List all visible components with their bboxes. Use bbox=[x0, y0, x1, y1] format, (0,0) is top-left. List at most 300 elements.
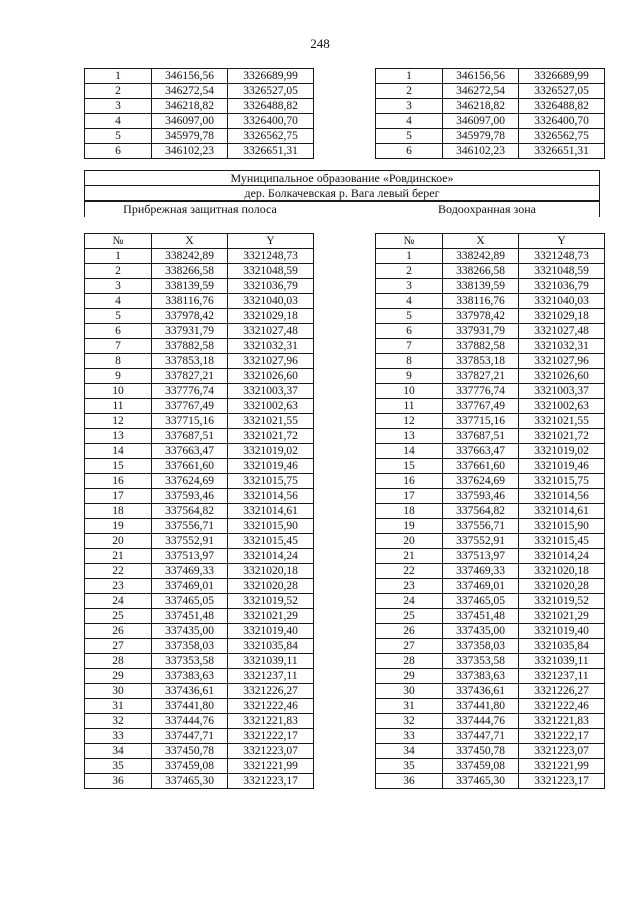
y-coordinate-cell: 3321221,99 bbox=[519, 759, 605, 774]
table-row bbox=[85, 609, 314, 624]
table-row bbox=[376, 99, 605, 114]
point-number-cell: 13 bbox=[376, 429, 443, 444]
table-row bbox=[376, 399, 605, 414]
point-number-cell: 3 bbox=[376, 279, 443, 294]
point-number-cell: 7 bbox=[376, 339, 443, 354]
x-coordinate-cell: 337767,49 bbox=[152, 399, 228, 414]
table-row bbox=[376, 144, 605, 159]
x-coordinate-cell: 338139,59 bbox=[443, 279, 519, 294]
x-coordinate-cell: 337882,58 bbox=[443, 339, 519, 354]
y-coordinate-cell: 3321221,99 bbox=[228, 759, 314, 774]
x-coordinate-cell: 337469,01 bbox=[152, 579, 228, 594]
point-number-cell: 16 bbox=[85, 474, 152, 489]
point-number-cell: 33 bbox=[85, 729, 152, 744]
y-coordinate-cell: 3321039,11 bbox=[519, 654, 605, 669]
x-coordinate-cell: 337447,71 bbox=[152, 729, 228, 744]
river-section-heading: дер. Болкачевская р. Вага левый берег bbox=[84, 185, 600, 201]
x-coordinate-cell: 337383,63 bbox=[443, 669, 519, 684]
x-coordinate-cell: 345979,78 bbox=[152, 129, 228, 144]
table-row bbox=[376, 279, 605, 294]
point-number-cell: 25 bbox=[85, 609, 152, 624]
x-coordinate-cell: 345979,78 bbox=[443, 129, 519, 144]
point-number-cell: 3 bbox=[376, 99, 443, 114]
y-coordinate-cell: 3321020,28 bbox=[228, 579, 314, 594]
y-coordinate-cell: 3321221,83 bbox=[228, 714, 314, 729]
x-coordinate-cell: 337552,91 bbox=[152, 534, 228, 549]
x-coordinate-cell: 346156,56 bbox=[443, 69, 519, 84]
point-number-cell: 11 bbox=[85, 399, 152, 414]
table-row bbox=[376, 594, 605, 609]
number-column-header: № bbox=[376, 234, 443, 249]
point-number-cell: 1 bbox=[376, 249, 443, 264]
x-coordinate-cell: 338139,59 bbox=[152, 279, 228, 294]
x-coordinate-cell: 337469,33 bbox=[443, 564, 519, 579]
y-coordinate-cell: 3321226,27 bbox=[228, 684, 314, 699]
table-row bbox=[85, 744, 314, 759]
x-coordinate-cell: 337441,80 bbox=[152, 699, 228, 714]
y-coordinate-cell: 3321019,52 bbox=[228, 594, 314, 609]
point-number-cell: 12 bbox=[85, 414, 152, 429]
table-row bbox=[376, 549, 605, 564]
x-coordinate-cell: 337459,08 bbox=[443, 759, 519, 774]
y-coordinate-cell: 3321029,18 bbox=[519, 309, 605, 324]
y-coordinate-cell: 3321021,55 bbox=[228, 414, 314, 429]
x-coordinate-cell: 338242,89 bbox=[152, 249, 228, 264]
point-number-cell: 24 bbox=[85, 594, 152, 609]
y-coordinate-cell: 3321002,63 bbox=[228, 399, 314, 414]
x-coordinate-cell: 337465,30 bbox=[443, 774, 519, 789]
y-coordinate-cell: 3321223,07 bbox=[228, 744, 314, 759]
y-coordinate-cell: 3326651,31 bbox=[519, 144, 605, 159]
point-number-cell: 36 bbox=[85, 774, 152, 789]
table-row bbox=[85, 624, 314, 639]
x-coordinate-cell: 337459,08 bbox=[152, 759, 228, 774]
y-coordinate-cell: 3321222,46 bbox=[519, 699, 605, 714]
y-coordinate-cell: 3326689,99 bbox=[519, 69, 605, 84]
table-row bbox=[85, 129, 314, 144]
point-number-cell: 33 bbox=[376, 729, 443, 744]
point-number-cell: 27 bbox=[376, 639, 443, 654]
y-coordinate-cell: 3321223,07 bbox=[519, 744, 605, 759]
y-coordinate-cell: 3321002,63 bbox=[519, 399, 605, 414]
point-number-cell: 16 bbox=[376, 474, 443, 489]
x-coordinate-cell: 337451,48 bbox=[152, 609, 228, 624]
y-coordinate-cell: 3321014,61 bbox=[519, 504, 605, 519]
x-coordinate-cell: 337441,80 bbox=[443, 699, 519, 714]
x-coordinate-cell: 337465,05 bbox=[152, 594, 228, 609]
table-row bbox=[376, 534, 605, 549]
table-row bbox=[85, 384, 314, 399]
point-number-cell: 11 bbox=[376, 399, 443, 414]
y-coordinate-cell: 3321014,61 bbox=[228, 504, 314, 519]
x-coordinate-cell: 337383,63 bbox=[152, 669, 228, 684]
coastal-protection-strip-table bbox=[84, 233, 314, 789]
table-row bbox=[376, 774, 605, 789]
point-number-cell: 36 bbox=[376, 774, 443, 789]
point-number-cell: 35 bbox=[85, 759, 152, 774]
x-coordinate-cell: 346156,56 bbox=[152, 69, 228, 84]
number-column-header: № bbox=[85, 234, 152, 249]
y-coordinate-cell: 3321040,03 bbox=[519, 294, 605, 309]
y-coordinate-cell: 3321021,72 bbox=[519, 429, 605, 444]
x-coordinate-cell: 346272,54 bbox=[443, 84, 519, 99]
x-coordinate-cell: 337353,58 bbox=[152, 654, 228, 669]
point-number-cell: 30 bbox=[376, 684, 443, 699]
table-row bbox=[376, 714, 605, 729]
table-row bbox=[376, 729, 605, 744]
table-row bbox=[376, 579, 605, 594]
x-coordinate-cell: 337882,58 bbox=[152, 339, 228, 354]
y-coordinate-cell: 3321048,59 bbox=[519, 264, 605, 279]
y-coordinate-cell: 3326562,75 bbox=[228, 129, 314, 144]
point-number-cell: 10 bbox=[85, 384, 152, 399]
x-coordinate-cell: 337465,30 bbox=[152, 774, 228, 789]
point-number-cell: 5 bbox=[376, 309, 443, 324]
x-coordinate-cell: 337687,51 bbox=[152, 429, 228, 444]
x-coordinate-cell: 337564,82 bbox=[152, 504, 228, 519]
y-column-header: Y bbox=[519, 234, 605, 249]
x-coordinate-cell: 337827,21 bbox=[443, 369, 519, 384]
table-row bbox=[376, 384, 605, 399]
table-row bbox=[85, 399, 314, 414]
y-coordinate-cell: 3321015,75 bbox=[519, 474, 605, 489]
point-number-cell: 32 bbox=[85, 714, 152, 729]
table-row bbox=[85, 699, 314, 714]
table-row bbox=[85, 279, 314, 294]
point-number-cell: 18 bbox=[85, 504, 152, 519]
point-number-cell: 1 bbox=[376, 69, 443, 84]
table-row bbox=[376, 324, 605, 339]
x-coordinate-cell: 346218,82 bbox=[443, 99, 519, 114]
x-coordinate-cell: 346097,00 bbox=[443, 114, 519, 129]
point-number-cell: 1 bbox=[85, 249, 152, 264]
y-coordinate-cell: 3321015,45 bbox=[519, 534, 605, 549]
zone-title-gap bbox=[315, 201, 375, 217]
y-coordinate-cell: 3321015,90 bbox=[519, 519, 605, 534]
x-coordinate-cell: 337663,47 bbox=[443, 444, 519, 459]
table-row bbox=[376, 444, 605, 459]
y-coordinate-cell: 3326400,70 bbox=[519, 114, 605, 129]
point-number-cell: 6 bbox=[376, 324, 443, 339]
top-left-coordinates-table bbox=[84, 68, 314, 159]
point-number-cell: 14 bbox=[85, 444, 152, 459]
point-number-cell: 14 bbox=[376, 444, 443, 459]
point-number-cell: 29 bbox=[85, 669, 152, 684]
y-coordinate-cell: 3321248,73 bbox=[519, 249, 605, 264]
table-row bbox=[85, 564, 314, 579]
y-coordinate-cell: 3321019,02 bbox=[519, 444, 605, 459]
table-row bbox=[376, 669, 605, 684]
point-number-cell: 19 bbox=[85, 519, 152, 534]
x-coordinate-cell: 337593,46 bbox=[152, 489, 228, 504]
table-row bbox=[85, 504, 314, 519]
y-coordinate-cell: 3321222,17 bbox=[228, 729, 314, 744]
table-row bbox=[85, 474, 314, 489]
table-row bbox=[85, 114, 314, 129]
point-number-cell: 34 bbox=[376, 744, 443, 759]
y-coordinate-cell: 3321032,31 bbox=[228, 339, 314, 354]
water-protection-zone-title: Водоохранная зона bbox=[375, 201, 600, 217]
table-row bbox=[376, 129, 605, 144]
point-number-cell: 1 bbox=[85, 69, 152, 84]
x-coordinate-cell: 337444,76 bbox=[443, 714, 519, 729]
y-coordinate-cell: 3321021,29 bbox=[228, 609, 314, 624]
x-coordinate-cell: 337661,60 bbox=[152, 459, 228, 474]
y-coordinate-cell: 3326689,99 bbox=[228, 69, 314, 84]
point-number-cell: 5 bbox=[85, 129, 152, 144]
table-row bbox=[376, 369, 605, 384]
point-number-cell: 23 bbox=[85, 579, 152, 594]
x-coordinate-cell: 337450,78 bbox=[152, 744, 228, 759]
y-coordinate-cell: 3321003,37 bbox=[519, 384, 605, 399]
table-row bbox=[376, 519, 605, 534]
y-coordinate-cell: 3321026,60 bbox=[228, 369, 314, 384]
x-coordinate-cell: 337513,97 bbox=[152, 549, 228, 564]
y-coordinate-cell: 3326527,05 bbox=[519, 84, 605, 99]
table-row bbox=[85, 144, 314, 159]
point-number-cell: 34 bbox=[85, 744, 152, 759]
table-row bbox=[85, 84, 314, 99]
x-coordinate-cell: 337661,60 bbox=[443, 459, 519, 474]
point-number-cell: 6 bbox=[85, 324, 152, 339]
point-number-cell: 32 bbox=[376, 714, 443, 729]
point-number-cell: 22 bbox=[85, 564, 152, 579]
point-number-cell: 8 bbox=[376, 354, 443, 369]
x-coordinate-cell: 337978,42 bbox=[443, 309, 519, 324]
table-row bbox=[85, 729, 314, 744]
x-coordinate-cell: 346102,23 bbox=[152, 144, 228, 159]
point-number-cell: 24 bbox=[376, 594, 443, 609]
table-row bbox=[85, 639, 314, 654]
x-coordinate-cell: 346218,82 bbox=[152, 99, 228, 114]
municipality-heading: Муниципальное образование «Ровдинское» bbox=[84, 170, 600, 186]
y-coordinate-cell: 3326527,05 bbox=[228, 84, 314, 99]
point-number-cell: 28 bbox=[85, 654, 152, 669]
table-row bbox=[85, 774, 314, 789]
y-coordinate-cell: 3321019,46 bbox=[228, 459, 314, 474]
point-number-cell: 15 bbox=[376, 459, 443, 474]
y-coordinate-cell: 3321027,48 bbox=[228, 324, 314, 339]
x-coordinate-cell: 337444,76 bbox=[152, 714, 228, 729]
y-coordinate-cell: 3321014,24 bbox=[228, 549, 314, 564]
x-coordinate-cell: 337447,71 bbox=[443, 729, 519, 744]
x-coordinate-cell: 337564,82 bbox=[443, 504, 519, 519]
table-row bbox=[85, 714, 314, 729]
y-coordinate-cell: 3321222,17 bbox=[519, 729, 605, 744]
x-column-header: X bbox=[152, 234, 228, 249]
y-coordinate-cell: 3321019,46 bbox=[519, 459, 605, 474]
x-coordinate-cell: 337469,01 bbox=[443, 579, 519, 594]
point-number-cell: 23 bbox=[376, 579, 443, 594]
point-number-cell: 13 bbox=[85, 429, 152, 444]
point-number-cell: 17 bbox=[376, 489, 443, 504]
x-coordinate-cell: 337513,97 bbox=[443, 549, 519, 564]
point-number-cell: 10 bbox=[376, 384, 443, 399]
point-number-cell: 28 bbox=[376, 654, 443, 669]
point-number-cell: 6 bbox=[376, 144, 443, 159]
table-row bbox=[85, 264, 314, 279]
x-coordinate-cell: 337827,21 bbox=[152, 369, 228, 384]
table-row bbox=[376, 654, 605, 669]
x-coordinate-cell: 337436,61 bbox=[443, 684, 519, 699]
y-coordinate-cell: 3321036,79 bbox=[228, 279, 314, 294]
y-coordinate-cell: 3326488,82 bbox=[228, 99, 314, 114]
y-column-header: Y bbox=[228, 234, 314, 249]
x-coordinate-cell: 337715,16 bbox=[443, 414, 519, 429]
point-number-cell: 20 bbox=[85, 534, 152, 549]
point-number-cell: 19 bbox=[376, 519, 443, 534]
y-coordinate-cell: 3321015,45 bbox=[228, 534, 314, 549]
y-coordinate-cell: 3321036,79 bbox=[519, 279, 605, 294]
y-coordinate-cell: 3321248,73 bbox=[228, 249, 314, 264]
x-coordinate-cell: 337767,49 bbox=[443, 399, 519, 414]
point-number-cell: 4 bbox=[376, 294, 443, 309]
y-coordinate-cell: 3321029,18 bbox=[228, 309, 314, 324]
table-row bbox=[85, 759, 314, 774]
table-row bbox=[376, 429, 605, 444]
point-number-cell: 21 bbox=[376, 549, 443, 564]
y-coordinate-cell: 3326562,75 bbox=[519, 129, 605, 144]
y-coordinate-cell: 3321032,31 bbox=[519, 339, 605, 354]
x-coordinate-cell: 338266,58 bbox=[443, 264, 519, 279]
table-row bbox=[376, 84, 605, 99]
y-coordinate-cell: 3321019,40 bbox=[228, 624, 314, 639]
table-header-row bbox=[376, 234, 605, 249]
y-coordinate-cell: 3321223,17 bbox=[228, 774, 314, 789]
x-coordinate-cell: 337593,46 bbox=[443, 489, 519, 504]
y-coordinate-cell: 3321015,90 bbox=[228, 519, 314, 534]
y-coordinate-cell: 3321019,02 bbox=[228, 444, 314, 459]
water-protection-zone-table bbox=[375, 233, 605, 789]
table-row bbox=[376, 249, 605, 264]
point-number-cell: 5 bbox=[376, 129, 443, 144]
x-coordinate-cell: 337663,47 bbox=[152, 444, 228, 459]
point-number-cell: 4 bbox=[376, 114, 443, 129]
table-row bbox=[376, 474, 605, 489]
x-coordinate-cell: 338242,89 bbox=[443, 249, 519, 264]
x-coordinate-cell: 337469,33 bbox=[152, 564, 228, 579]
table-row bbox=[376, 354, 605, 369]
table-row bbox=[376, 504, 605, 519]
table-row bbox=[85, 414, 314, 429]
point-number-cell: 22 bbox=[376, 564, 443, 579]
y-coordinate-cell: 3321021,55 bbox=[519, 414, 605, 429]
y-coordinate-cell: 3321027,96 bbox=[228, 354, 314, 369]
table-row bbox=[376, 759, 605, 774]
point-number-cell: 5 bbox=[85, 309, 152, 324]
point-number-cell: 29 bbox=[376, 669, 443, 684]
x-coordinate-cell: 337624,69 bbox=[152, 474, 228, 489]
point-number-cell: 31 bbox=[376, 699, 443, 714]
table-row bbox=[376, 489, 605, 504]
x-coordinate-cell: 346102,23 bbox=[443, 144, 519, 159]
y-coordinate-cell: 3321027,96 bbox=[519, 354, 605, 369]
point-number-cell: 2 bbox=[376, 84, 443, 99]
x-coordinate-cell: 346272,54 bbox=[152, 84, 228, 99]
table-row bbox=[85, 354, 314, 369]
x-column-header: X bbox=[443, 234, 519, 249]
table-row bbox=[85, 519, 314, 534]
y-coordinate-cell: 3321048,59 bbox=[228, 264, 314, 279]
x-coordinate-cell: 346097,00 bbox=[152, 114, 228, 129]
x-coordinate-cell: 337552,91 bbox=[443, 534, 519, 549]
x-coordinate-cell: 337451,48 bbox=[443, 609, 519, 624]
point-number-cell: 21 bbox=[85, 549, 152, 564]
table-row bbox=[376, 69, 605, 84]
point-number-cell: 26 bbox=[85, 624, 152, 639]
point-number-cell: 12 bbox=[376, 414, 443, 429]
table-row bbox=[85, 489, 314, 504]
point-number-cell: 15 bbox=[85, 459, 152, 474]
x-coordinate-cell: 337450,78 bbox=[443, 744, 519, 759]
point-number-cell: 17 bbox=[85, 489, 152, 504]
table-row bbox=[376, 699, 605, 714]
x-coordinate-cell: 337556,71 bbox=[152, 519, 228, 534]
table-row bbox=[376, 639, 605, 654]
y-coordinate-cell: 3321021,29 bbox=[519, 609, 605, 624]
table-row bbox=[85, 549, 314, 564]
top-right-coordinates-table bbox=[375, 68, 605, 159]
table-row bbox=[376, 459, 605, 474]
x-coordinate-cell: 337353,58 bbox=[443, 654, 519, 669]
x-coordinate-cell: 338116,76 bbox=[152, 294, 228, 309]
y-coordinate-cell: 3321223,17 bbox=[519, 774, 605, 789]
x-coordinate-cell: 338266,58 bbox=[152, 264, 228, 279]
x-coordinate-cell: 337776,74 bbox=[443, 384, 519, 399]
x-coordinate-cell: 337358,03 bbox=[443, 639, 519, 654]
y-coordinate-cell: 3321019,40 bbox=[519, 624, 605, 639]
table-row bbox=[376, 294, 605, 309]
table-row bbox=[376, 309, 605, 324]
page-number: 248 bbox=[310, 36, 330, 51]
table-row bbox=[85, 309, 314, 324]
point-number-cell: 9 bbox=[85, 369, 152, 384]
table-row bbox=[85, 249, 314, 264]
point-number-cell: 27 bbox=[85, 639, 152, 654]
table-row bbox=[85, 459, 314, 474]
y-coordinate-cell: 3321015,75 bbox=[228, 474, 314, 489]
y-coordinate-cell: 3326651,31 bbox=[228, 144, 314, 159]
point-number-cell: 4 bbox=[85, 114, 152, 129]
table-row bbox=[376, 609, 605, 624]
table-row bbox=[85, 324, 314, 339]
point-number-cell: 18 bbox=[376, 504, 443, 519]
x-coordinate-cell: 337465,05 bbox=[443, 594, 519, 609]
table-row bbox=[85, 594, 314, 609]
table-row bbox=[85, 99, 314, 114]
table-row bbox=[376, 624, 605, 639]
x-coordinate-cell: 337776,74 bbox=[152, 384, 228, 399]
x-coordinate-cell: 337978,42 bbox=[152, 309, 228, 324]
table-row bbox=[85, 534, 314, 549]
table-row bbox=[85, 669, 314, 684]
point-number-cell: 26 bbox=[376, 624, 443, 639]
point-number-cell: 31 bbox=[85, 699, 152, 714]
point-number-cell: 9 bbox=[376, 369, 443, 384]
y-coordinate-cell: 3321221,83 bbox=[519, 714, 605, 729]
point-number-cell: 3 bbox=[85, 99, 152, 114]
y-coordinate-cell: 3321222,46 bbox=[228, 699, 314, 714]
x-coordinate-cell: 337715,16 bbox=[152, 414, 228, 429]
table-row bbox=[85, 684, 314, 699]
coastal-protection-strip-title: Прибрежная защитная полоса bbox=[84, 201, 315, 217]
table-row bbox=[376, 684, 605, 699]
point-number-cell: 2 bbox=[376, 264, 443, 279]
table-row bbox=[376, 264, 605, 279]
y-coordinate-cell: 3321020,18 bbox=[519, 564, 605, 579]
x-coordinate-cell: 337624,69 bbox=[443, 474, 519, 489]
x-coordinate-cell: 337687,51 bbox=[443, 429, 519, 444]
